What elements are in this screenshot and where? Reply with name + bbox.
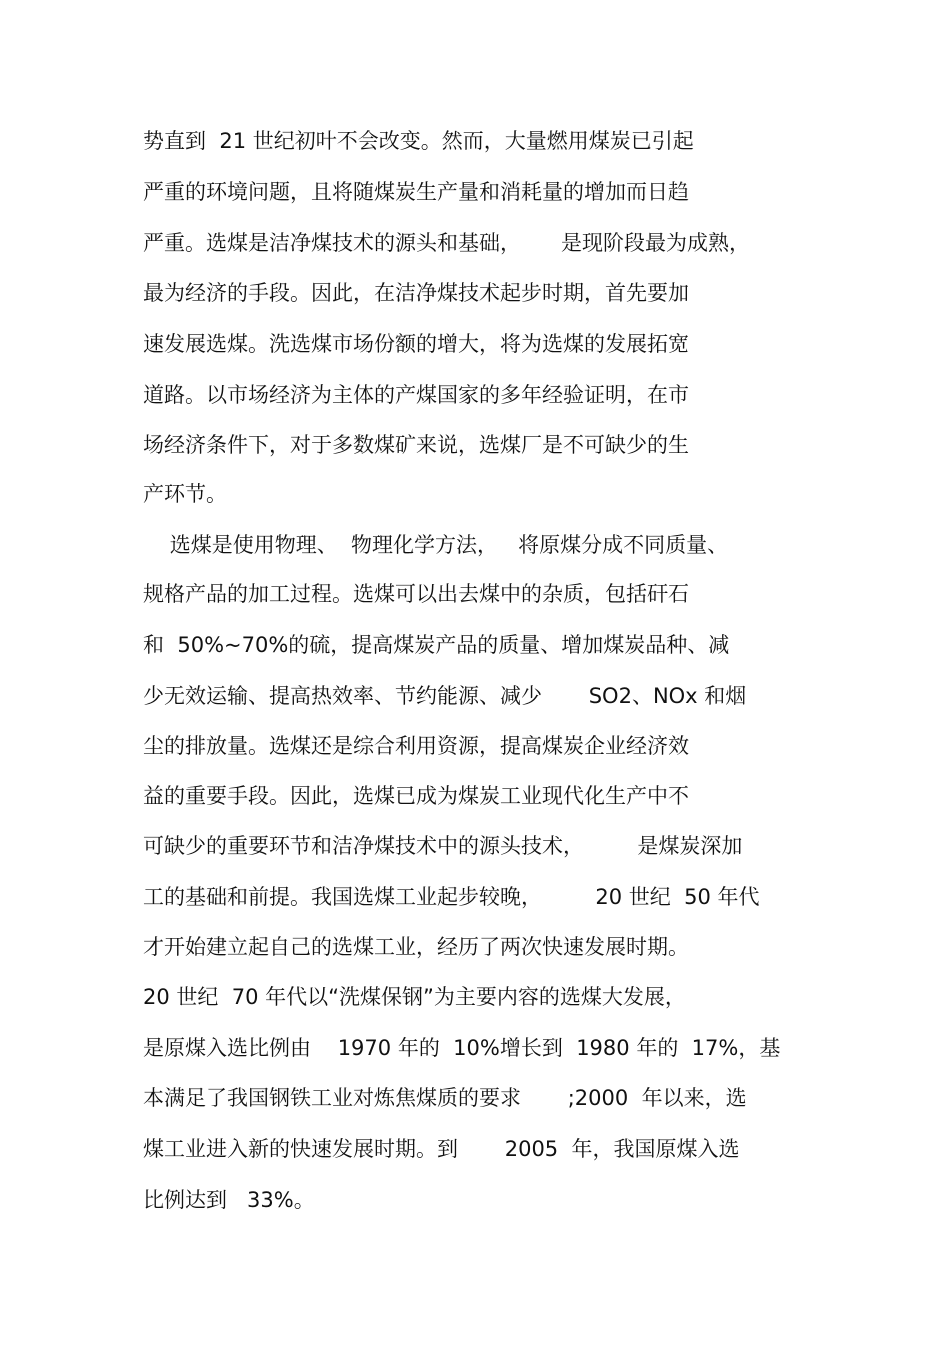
text-line: 势直到 21 世纪初叶不会改变。然而，大量燃用煤炭已引起 [143, 129, 694, 153]
text-line: 才开始建立起自己的选煤工业，经历了两次快速发展时期。 [143, 935, 689, 959]
text-line: 尘的排放量。选煤还是综合利用资源，提高煤炭企业经济效 [143, 734, 689, 758]
text-line: 煤工业进入新的快速发展时期。到 2005 年，我国原煤入选 [143, 1137, 740, 1161]
text-line: 本满足了我国钢铁工业对炼焦煤质的要求 ;2000 年以来，选 [143, 1086, 747, 1110]
text-line: 规格产品的加工过程。选煤可以出去煤中的杂质，包括矸石 [143, 582, 689, 606]
text-line: 场经济条件下，对于多数煤矿来说，选煤厂是不可缺少的生 [143, 433, 689, 457]
text-line: 严重。选煤是洁净煤技术的源头和基础， 是现阶段最为成熟， [143, 231, 751, 255]
text-line: 益的重要手段。因此，选煤已成为煤炭工业现代化生产中不 [143, 784, 689, 808]
text-line: 速发展选煤。洗选煤市场份额的增大，将为选煤的发展拓宽 [143, 332, 689, 356]
text-line: 可缺少的重要环节和洁净煤技术中的源头技术， 是煤炭深加 [143, 834, 743, 858]
text-line: 最为经济的手段。因此，在洁净煤技术起步时期，首先要加 [143, 281, 689, 305]
text-line: 和 50%~70%的硫，提高煤炭产品的质量、增加煤炭品种、减 [143, 633, 730, 657]
text-line: 产环节。 [143, 482, 227, 506]
text-line: 选煤是使用物理、 物理化学方法， 将原煤分成不同质量、 [143, 533, 729, 557]
text-line: 少无效运输、提高热效率、节约能源、减少 SO2、NOx 和烟 [143, 684, 747, 708]
text-line: 20 世纪 70 年代以“洗煤保钢”为主要内容的选煤大发展， [143, 985, 686, 1009]
text-line: 比例达到 33%。 [143, 1188, 315, 1212]
text-line: 道路。以市场经济为主体的产煤国家的多年经验证明，在市 [143, 383, 689, 407]
text-line: 是原煤入选比例由 1970 年的 10%增长到 1980 年的 17%，基 [143, 1036, 781, 1060]
text-line: 严重的环境问题，且将随煤炭生产量和消耗量的增加而日趋 [143, 180, 689, 204]
text-line: 工的基础和前提。我国选煤工业起步较晚， 20 世纪 50 年代 [143, 885, 760, 909]
